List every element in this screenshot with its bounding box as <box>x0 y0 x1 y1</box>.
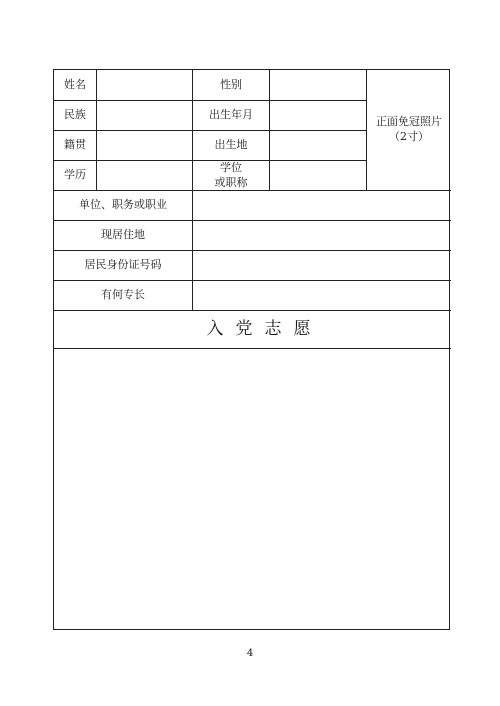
address-label: 现居住地 <box>101 228 145 242</box>
birthdate-label: 出生年月 <box>209 108 253 122</box>
employer-field[interactable] <box>193 191 451 220</box>
specialty-field[interactable] <box>193 281 451 310</box>
specialty-label: 有何专长 <box>101 288 145 302</box>
degree-field[interactable] <box>270 161 366 190</box>
degree-label-line1: 学位 <box>220 160 242 174</box>
gender-field[interactable] <box>270 70 366 100</box>
photo-label-line2: （2寸） <box>389 130 429 143</box>
section-title: 入党志愿 <box>206 319 323 340</box>
education-label: 学历 <box>64 168 86 182</box>
name-field[interactable] <box>97 70 192 100</box>
native-place-field[interactable] <box>97 131 192 160</box>
degree-label <box>193 161 269 190</box>
birthplace-field[interactable] <box>270 131 366 160</box>
employer-label: 单位、职务或职业 <box>79 198 167 212</box>
ethnicity-label: 民族 <box>64 108 86 122</box>
native-place-label: 籍贯 <box>64 138 86 152</box>
education-field[interactable] <box>97 161 192 190</box>
photo-box <box>367 70 451 190</box>
party-application-form <box>53 69 450 630</box>
page-number: 4 <box>246 648 254 659</box>
photo-label-line1: 正面免冠照片 <box>376 115 442 129</box>
birthdate-field[interactable] <box>270 101 366 130</box>
birthplace-label: 出生地 <box>214 138 248 152</box>
id-number-label: 居民身份证号码 <box>84 258 162 272</box>
name-label: 姓名 <box>64 77 86 91</box>
application-text-area[interactable] <box>54 349 451 629</box>
gender-label: 性别 <box>220 77 242 91</box>
degree-label-line2: 或职称 <box>214 175 248 189</box>
ethnicity-field[interactable] <box>97 101 192 130</box>
id-number-field[interactable] <box>193 251 451 280</box>
address-field[interactable] <box>193 221 451 250</box>
